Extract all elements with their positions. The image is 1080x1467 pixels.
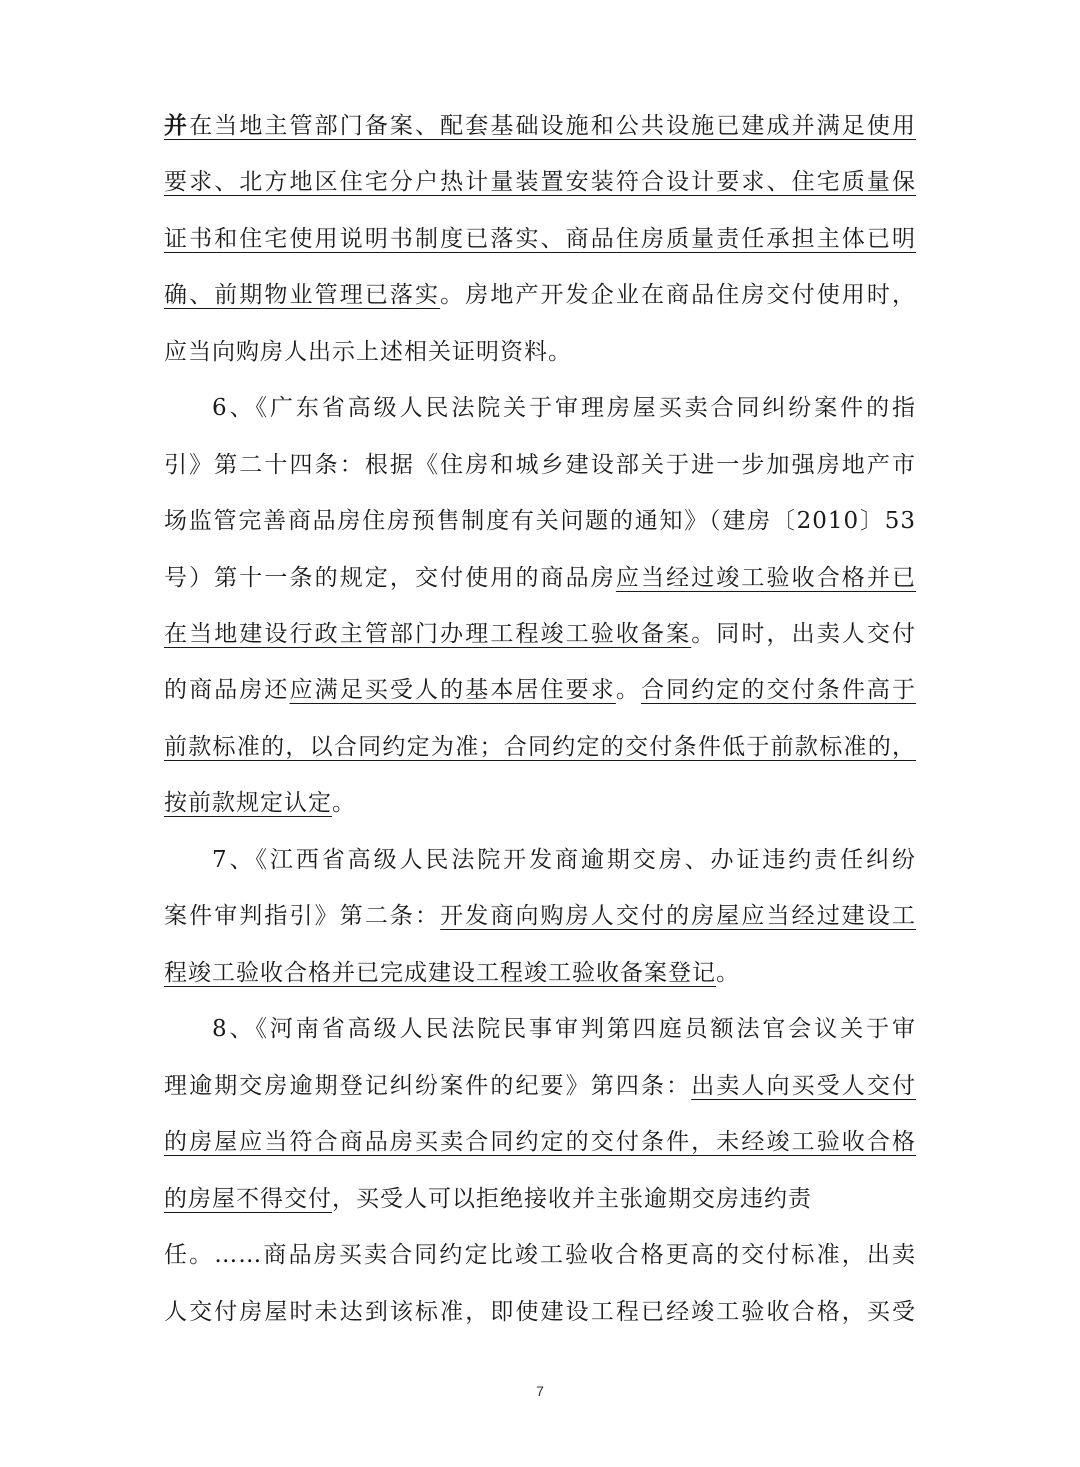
underlined-text: 的房屋应当符合商品房买卖合同约定的交付条件，未经竣工验收合格 bbox=[164, 1129, 916, 1155]
text-segment: 理逾期交房逾期登记纠纷案件的纪要》第四条： bbox=[164, 1073, 692, 1099]
text-segment: 应当向购房人出示上述相关证明资料。 bbox=[164, 339, 572, 365]
text-line bbox=[164, 267, 916, 323]
underlined-text: 应满足买受人的基本居住要求 bbox=[289, 677, 616, 703]
underlined-text: 确、前期物业管理已落实 bbox=[164, 282, 441, 308]
text-segment: 场监管完善商品房住房预售制度有关问题的通知》（建房〔2010〕53 bbox=[164, 508, 916, 534]
text-segment: 。 bbox=[615, 677, 641, 703]
underlined-text: 按前款规定认定 bbox=[164, 790, 332, 816]
underlined-text: 在当地主管部门备案、配套基础设施和公共设施已建成并满足使用 bbox=[189, 113, 917, 139]
text-line bbox=[164, 324, 916, 380]
text-segment: 6、《广东省高级人民法院关于审理房屋买卖合同纠纷案件的指 bbox=[212, 395, 916, 421]
text-line bbox=[164, 606, 916, 662]
text-line bbox=[212, 380, 916, 436]
text-segment: 。 bbox=[332, 790, 356, 816]
underlined-text: 出卖人向买受人交付 bbox=[691, 1073, 917, 1099]
text-segment: 引》第二十四条：根据《住房和城乡建设部关于进一步加强房地产市 bbox=[164, 452, 916, 478]
underlined-text: 的房屋不得交付 bbox=[164, 1186, 332, 1212]
text-segment: 7、《江西省高级人民法院开发商逾期交房、办证违约责任纠纷 bbox=[212, 847, 916, 873]
text-line bbox=[212, 1001, 916, 1057]
text-segment: 。 bbox=[716, 960, 740, 986]
text-line bbox=[164, 154, 916, 210]
text-line bbox=[164, 211, 916, 267]
underlined-text: 程竣工验收合格并已完成建设工程竣工验收备案登记 bbox=[164, 960, 716, 986]
underlined-text: 并 bbox=[164, 112, 190, 139]
text-line bbox=[164, 662, 916, 718]
page-number: 7 bbox=[536, 1383, 544, 1399]
underlined-text: 要求、北方地区住宅分户热计量装置安装符合设计要求、住宅质量保 bbox=[164, 169, 916, 195]
underlined-text: 应当经过竣工验收合格并已 bbox=[615, 565, 917, 591]
text-segment: 8、《河南省高级人民法院民事审判第四庭员额法官会议关于审 bbox=[212, 1016, 916, 1042]
text-line bbox=[164, 945, 916, 1001]
underlined-text: 合同约定的交付条件高于 bbox=[641, 677, 917, 703]
text-segment: 号）第十一条的规定，交付使用的商品房 bbox=[164, 565, 616, 591]
text-line bbox=[164, 719, 916, 775]
text-segment: 。房地产开发企业在商品住房交付使用时， bbox=[440, 282, 917, 308]
text-line bbox=[164, 1284, 916, 1340]
text-line bbox=[164, 1058, 916, 1114]
underlined-text: 前款标准的，以合同约定为准；合同约定的交付条件低于前款标准的， bbox=[164, 734, 916, 760]
underlined-text: 开发商向购房人交付的房屋应当经过建设工 bbox=[440, 903, 917, 929]
text-line bbox=[164, 437, 916, 493]
text-segment: 。同时，出卖人交付 bbox=[691, 621, 917, 647]
underlined-text: 在当地建设行政主管部门办理工程竣工验收备案 bbox=[164, 621, 692, 647]
text-segment: 任。……商品房买卖合同约定比竣工验收合格更高的交付标准，出卖 bbox=[164, 1242, 916, 1268]
text-line bbox=[164, 98, 916, 154]
text-line bbox=[164, 493, 916, 549]
text-line bbox=[164, 1114, 916, 1170]
text-segment: 人交付房屋时未达到该标准，即使建设工程已经竣工验收合格，买受 bbox=[164, 1299, 916, 1325]
text-segment: 案件审判指引》第二条： bbox=[164, 903, 441, 929]
text-segment: 的商品房还 bbox=[164, 677, 290, 703]
text-line bbox=[164, 1171, 916, 1227]
text-line bbox=[212, 832, 916, 888]
text-line bbox=[164, 1227, 916, 1283]
text-line bbox=[164, 550, 916, 606]
text-line bbox=[164, 888, 916, 944]
text-segment: ，买受人可以拒绝接收并主张逾期交房违约责 bbox=[332, 1186, 812, 1212]
underlined-text: 证书和住宅使用说明书制度已落实、商品住房质量责任承担主体已明 bbox=[164, 226, 916, 252]
text-line bbox=[164, 775, 916, 831]
